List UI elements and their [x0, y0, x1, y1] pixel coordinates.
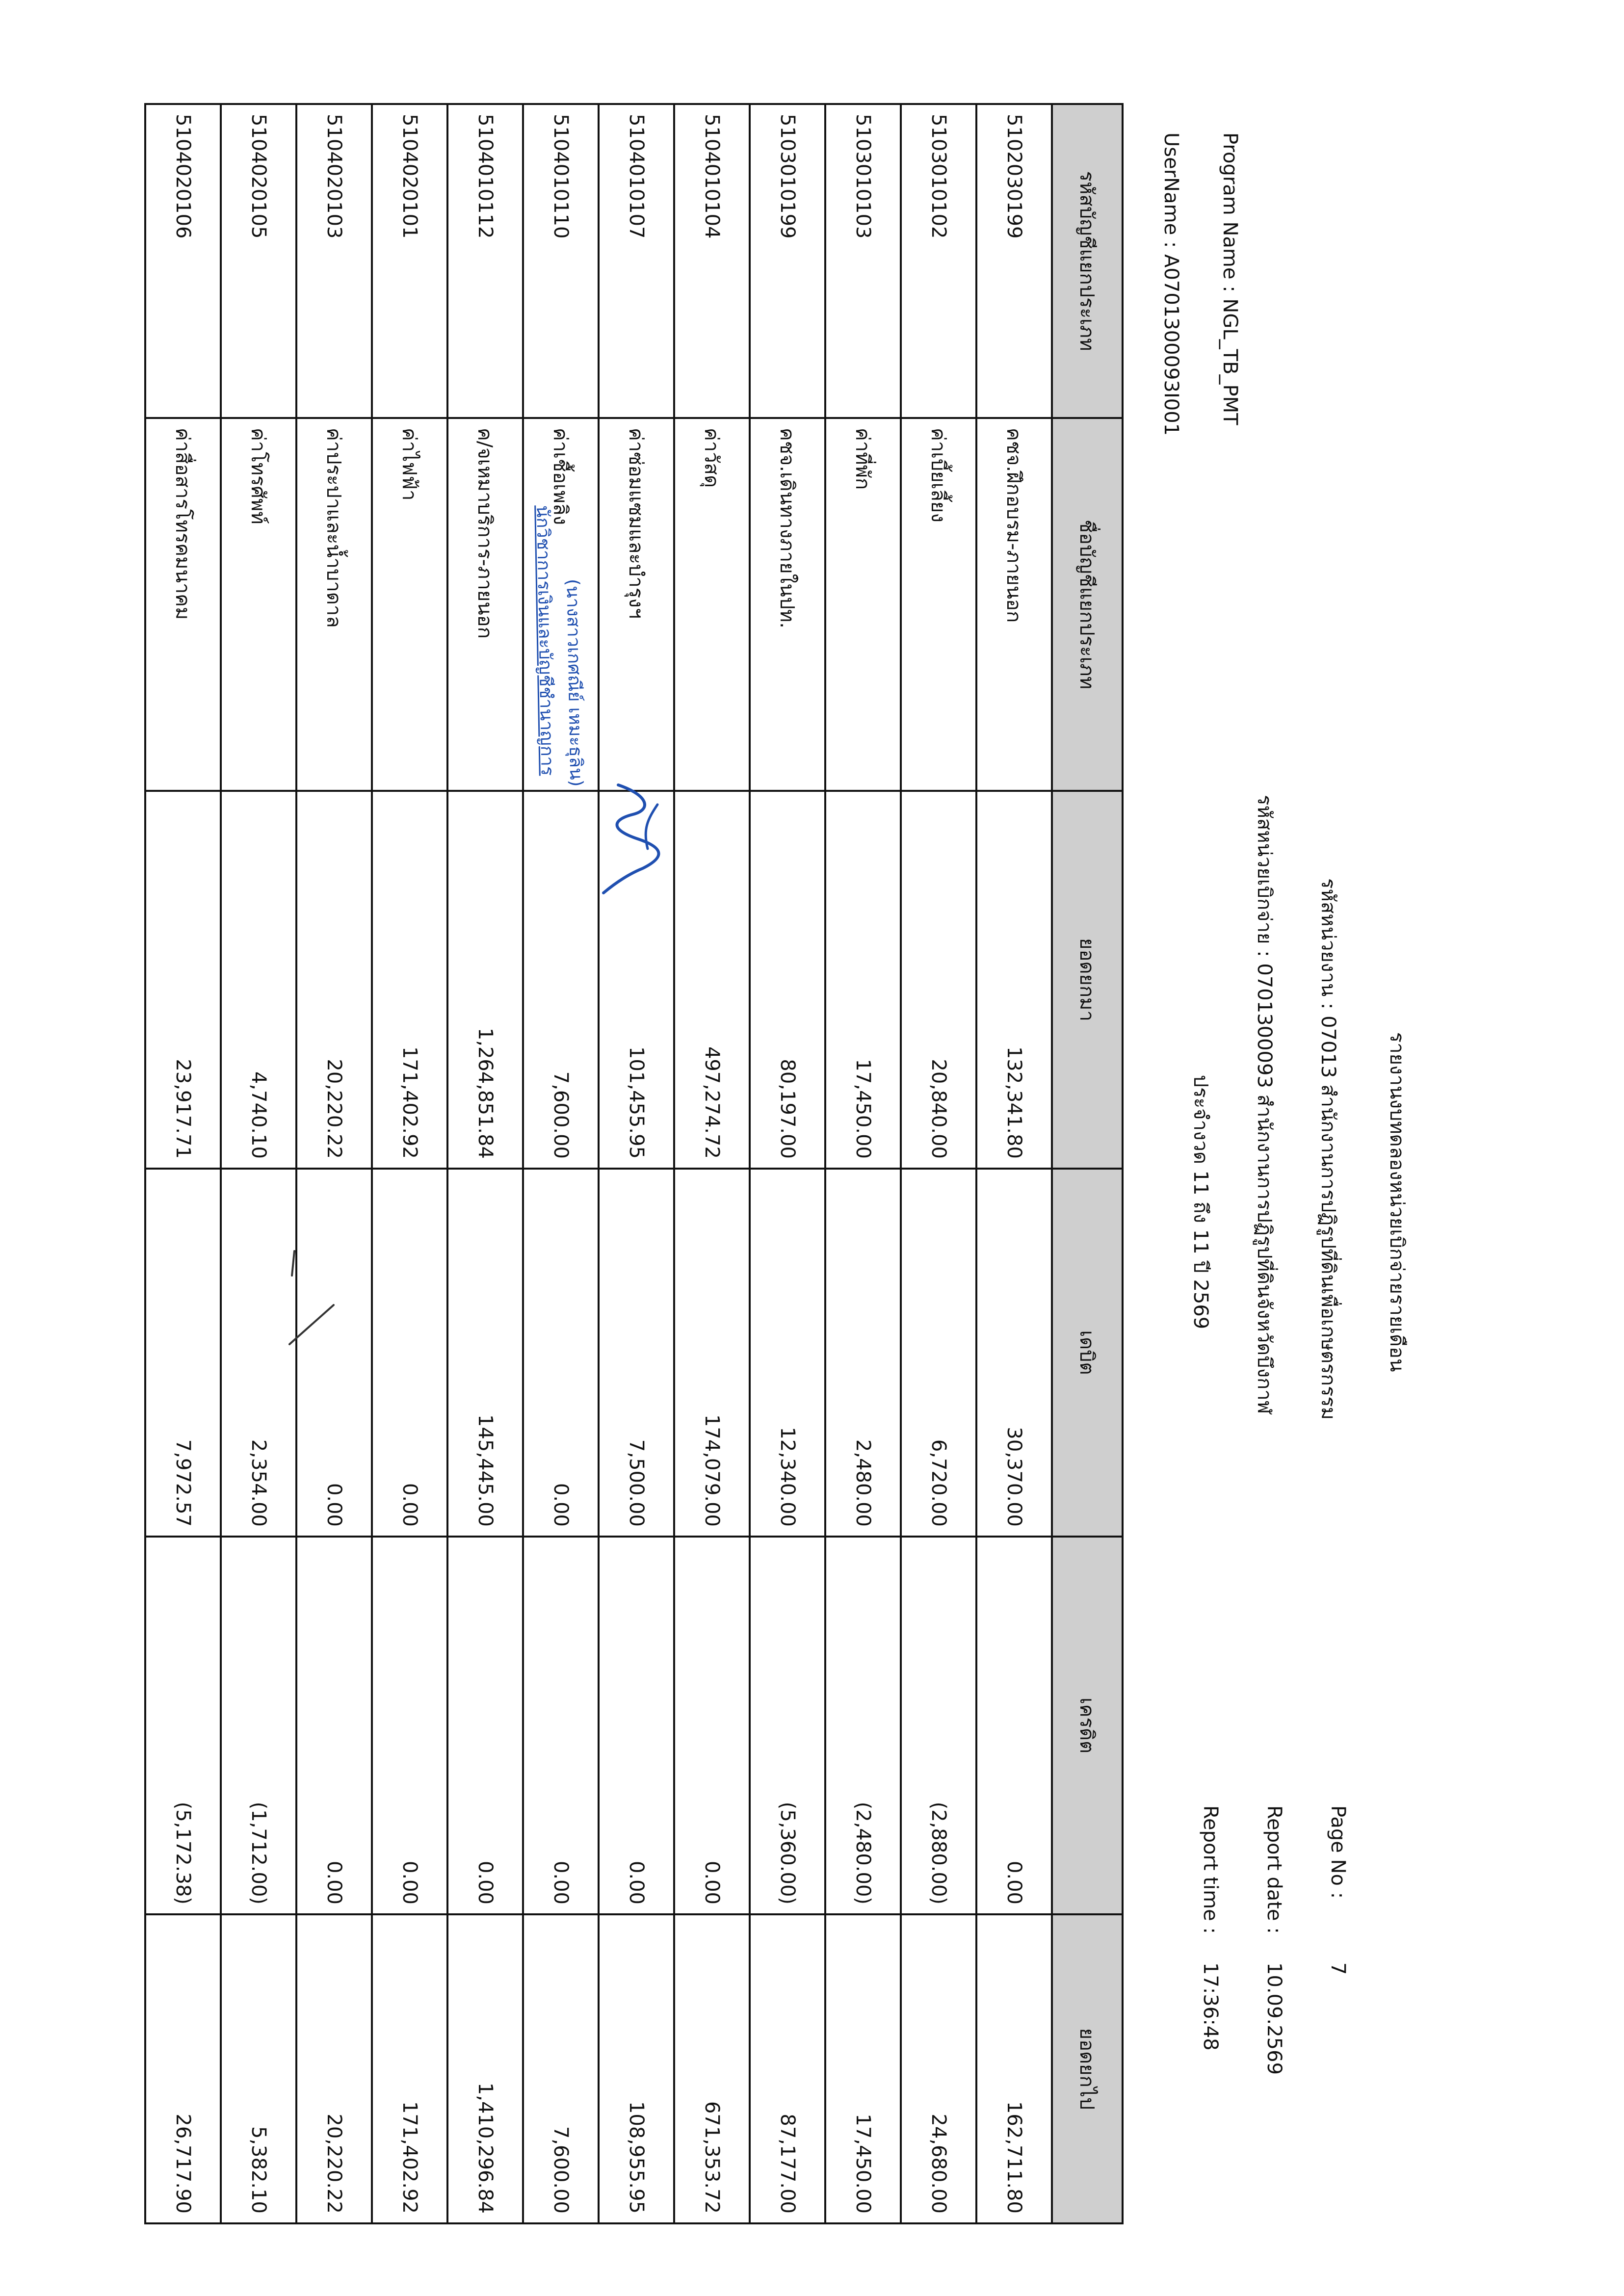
brought-forward: 20,220.22: [296, 791, 372, 1169]
account-name: ค่าโทรศัพท์: [221, 418, 296, 791]
table-row: [825, 104, 901, 2223]
carried-forward: 26,717.90: [145, 1914, 221, 2223]
credit: (2,480.00): [825, 1537, 901, 1914]
brought-forward: 1,264,851.84: [447, 791, 523, 1169]
report-date-label: Report date :: [1263, 1805, 1285, 1934]
account-code: 5103010102: [901, 104, 976, 418]
account-name: ค่าซ่อมแซมและบำรุงฯ: [599, 418, 674, 791]
brought-forward: 101,455.95: [599, 791, 674, 1169]
table-row: [674, 104, 750, 2223]
carried-forward: 87,177.00: [750, 1914, 825, 2223]
account-code: 5104020101: [372, 104, 447, 418]
agency-line: รหัสหน่วยงาน : 07013 สำนักงานการปฏิรูปที่ดินเพื่อเกษตรกรรม: [1317, 878, 1339, 1420]
table-row: [296, 104, 372, 2223]
report-title: รายงานงบทดลองหน่วยเบิกจ่ายรายเดือน: [1386, 1032, 1408, 1372]
table-row: [750, 104, 825, 2223]
report-time-label: Report time :: [1199, 1805, 1222, 1934]
carried-forward: 108,955.95: [599, 1914, 674, 2223]
table-row: [447, 104, 523, 2223]
account-code: 5104020103: [296, 104, 372, 418]
debit: 0.00: [296, 1169, 372, 1537]
trial-balance-table: [144, 103, 1124, 2224]
period-line: ประจำงวด 11 ถึง 11 ปี 2569: [1189, 1074, 1212, 1330]
credit: (5,172.38): [145, 1537, 221, 1914]
account-code: 5104020105: [221, 104, 296, 418]
carried-forward: 7,600.00: [523, 1914, 599, 2223]
carried-forward: 671,353.72: [674, 1914, 750, 2223]
col-header-credit: เครดิต: [1052, 1537, 1123, 1914]
account-name: คชจ.เดินทางภายในปท.: [750, 418, 825, 791]
carried-forward: 171,402.92: [372, 1914, 447, 2223]
account-name: คชจ.ฝึกอบรม-ภายนอก: [976, 418, 1052, 791]
credit: 0.00: [674, 1537, 750, 1914]
debit: 174,079.00: [674, 1169, 750, 1537]
account-name: ค่าไฟฟ้า: [372, 418, 447, 791]
table-row: [523, 104, 599, 2223]
carried-forward: 1,410,296.84: [447, 1914, 523, 2223]
account-code: 5104010107: [599, 104, 674, 418]
table-header-row: [1052, 104, 1123, 2223]
account-code: 5102030199: [976, 104, 1052, 418]
program-name: Program Name : NGL_TB_PMT: [1219, 132, 1241, 425]
account-name: ค่าเบี้ยเลี้ยง: [901, 418, 976, 791]
account-name: ค่าประปาและน้ำบาดาล: [296, 418, 372, 791]
account-name: ค่าวัสดุ: [674, 418, 750, 791]
table-row: [372, 104, 447, 2223]
debit: 145,445.00: [447, 1169, 523, 1537]
brought-forward: 23,917.71: [145, 791, 221, 1169]
account-name: ค/จเหมาบริการ-ภายนอก: [447, 418, 523, 791]
disbursing-unit-line: รหัสหน่วยเบิกจ่าย : 0701300093 สำนักงานการปฏิรูปที่ดินจังหวัดบึงกาฬ: [1253, 795, 1276, 1414]
table-row: [221, 104, 296, 2223]
credit: (5,360.00): [750, 1537, 825, 1914]
debit: 2,480.00: [825, 1169, 901, 1537]
carried-forward: 5,382.10: [221, 1914, 296, 2223]
account-name: ค่าที่พัก: [825, 418, 901, 791]
debit: 30,370.00: [976, 1169, 1052, 1537]
account-name: ค่าสื่อสารโทรคมนาคม: [145, 418, 221, 791]
carried-forward: 24,680.00: [901, 1914, 976, 2223]
debit: 12,340.00: [750, 1169, 825, 1537]
credit: 0.00: [447, 1537, 523, 1914]
brought-forward: 4,740.10: [221, 791, 296, 1169]
credit: 0.00: [372, 1537, 447, 1914]
username: UserName : A0701300093I001: [1160, 132, 1182, 436]
brought-forward: 7,600.00: [523, 791, 599, 1169]
credit: 0.00: [523, 1537, 599, 1914]
account-code: 5103010103: [825, 104, 901, 418]
debit: 6,720.00: [901, 1169, 976, 1537]
table-row: [599, 104, 674, 2223]
account-code: 5104010110: [523, 104, 599, 418]
carried-forward: 162,711.80: [976, 1914, 1052, 2223]
debit: 2,354.00: [221, 1169, 296, 1537]
col-header-debit: เดบิต: [1052, 1169, 1123, 1537]
brought-forward: 80,197.00: [750, 791, 825, 1169]
col-header-account-code: รหัสบัญชีแยกประเภท: [1052, 104, 1123, 418]
carried-forward: 20,220.22: [296, 1914, 372, 2223]
credit: 0.00: [599, 1537, 674, 1914]
page-no-value: 7: [1327, 1962, 1349, 1975]
brought-forward: 20,840.00: [901, 791, 976, 1169]
account-code: 5104020106: [145, 104, 221, 418]
credit: 0.00: [976, 1537, 1052, 1914]
col-header-account-name: ชื่อบัญชีแยกประเภท: [1052, 418, 1123, 791]
brought-forward: 17,450.00: [825, 791, 901, 1169]
account-code: 5104010104: [674, 104, 750, 418]
debit: 7,972.57: [145, 1169, 221, 1537]
table-row: [145, 104, 221, 2223]
stamp-name: (นางสาวเกศณีย์ เหมะธุลิน): [562, 578, 586, 787]
col-header-brought-forward: ยอดยกมา: [1052, 791, 1123, 1169]
credit: 0.00: [296, 1537, 372, 1914]
account-code: 5103010199: [750, 104, 825, 418]
debit: 0.00: [523, 1169, 599, 1537]
page-no-label: Page No :: [1327, 1805, 1349, 1899]
report-date-value: 10.09.2569: [1263, 1962, 1285, 2075]
table-row: [976, 104, 1052, 2223]
account-code: 5104010112: [447, 104, 523, 418]
credit: (2,880.00): [901, 1537, 976, 1914]
pen-tick-mark: [280, 1246, 339, 1354]
account-name: ค่าเชื้อเพลิง: [523, 418, 599, 791]
credit: (1,712.00): [221, 1537, 296, 1914]
debit: 7,500.00: [599, 1169, 674, 1537]
col-header-carried-forward: ยอดยกไป: [1052, 1914, 1123, 2223]
brought-forward: 132,341.80: [976, 791, 1052, 1169]
report-time-value: 17:36:48: [1199, 1962, 1222, 2051]
brought-forward: 497,274.72: [674, 791, 750, 1169]
signature: [589, 775, 677, 903]
stamp-position: นักวิชาการเงินและบัญชีชำนาญการ: [532, 505, 557, 776]
brought-forward: 171,402.92: [372, 791, 447, 1169]
carried-forward: 17,450.00: [825, 1914, 901, 2223]
debit: 0.00: [372, 1169, 447, 1537]
table-row: [901, 104, 976, 2223]
